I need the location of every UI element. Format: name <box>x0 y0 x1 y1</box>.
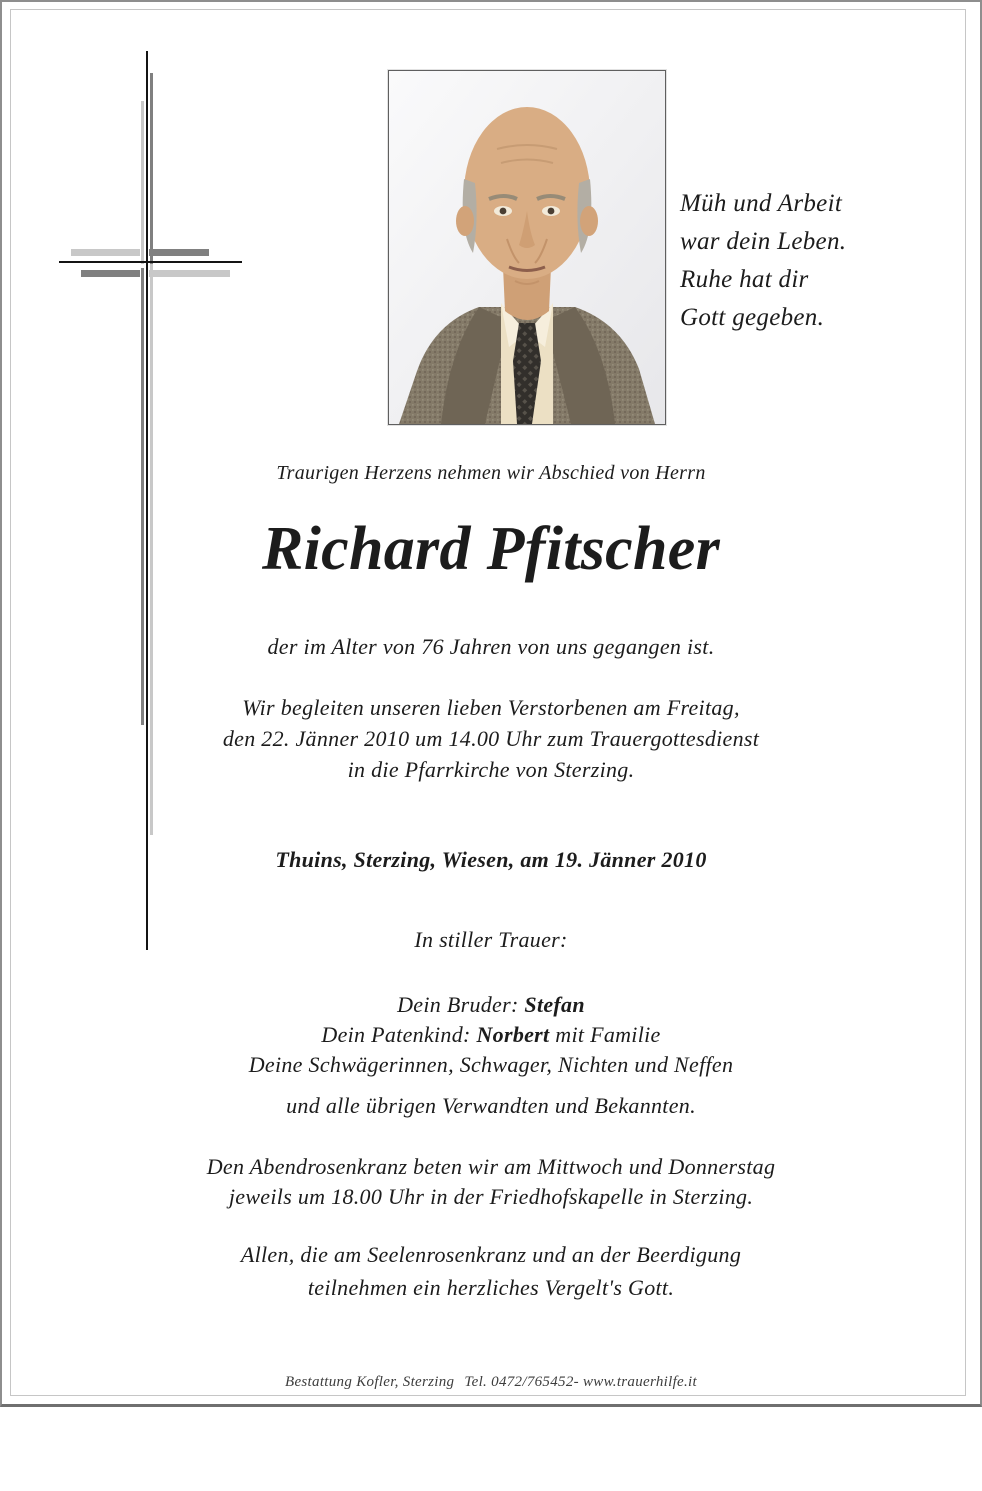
funeral-line: den 22. Jänner 2010 um 14.00 Uhr zum Trauergottesdienst <box>222 726 760 751</box>
funeral-home-name: Bestattung Kofler, Sterzing <box>285 1374 455 1390</box>
cross-bar-darkgray-top-right <box>149 249 209 256</box>
verse-line: Müh und Arbeit <box>680 190 843 217</box>
cross-bar-lightgray-bottom-right <box>149 270 230 277</box>
mourner-line-others: und alle übrigen Verwandten und Bekannten. <box>286 1093 696 1118</box>
deceased-name: Richard Pfitscher <box>261 515 721 583</box>
cross-vertical-black-line <box>146 51 148 950</box>
cross-bar-darkgray-bottom-left <box>81 270 140 277</box>
mourner-line-brother <box>2 990 980 1020</box>
cross-vertical-darkgray-top <box>150 73 153 266</box>
rosary-announcement <box>2 1152 980 1212</box>
verse-line: Ruhe hat dir <box>680 266 809 293</box>
mourner-label: Dein Bruder: <box>397 992 525 1017</box>
thanks-line: teilnehmen ein herzliches Vergelt's Gott. <box>307 1275 675 1300</box>
mourning-header: In stiller Trauer: <box>414 927 568 952</box>
rosary-line: jeweils um 18.00 Uhr in der Friedhofskapelle in Sterzing. <box>228 1184 754 1209</box>
rosary-line: Den Abendrosenkranz beten wir am Mittwoch und Donnerstag <box>206 1154 776 1179</box>
portrait-illustration <box>389 71 665 424</box>
cross-horizontal-black-line <box>59 261 242 263</box>
age-line: der im Alter von 76 Jahren von uns gegangen ist. <box>267 634 715 659</box>
mourner-label: Dein Patenkind: <box>321 1022 477 1047</box>
cross-bar-lightgray-top-left <box>71 249 140 256</box>
funeral-line: in die Pfarrkirche von Sterzing. <box>347 757 635 782</box>
thanks-line: Allen, die am Seelenrosenkranz und an der Beerdigung <box>240 1242 742 1267</box>
place-date-line: Thuins, Sterzing, Wiesen, am 19. Jänner 2010 <box>275 847 707 872</box>
funeral-home-footer <box>2 1374 980 1391</box>
mourner-line-godchild <box>2 1020 980 1050</box>
mourner-name: Norbert <box>476 1022 550 1047</box>
thanks-note <box>2 1238 980 1304</box>
mourner-suffix: mit Familie <box>549 1022 661 1047</box>
verse-line: war dein Leben. <box>680 228 847 255</box>
mourners-list <box>2 990 980 1121</box>
portrait-photo <box>388 70 666 425</box>
mourner-line-relatives: Deine Schwägerinnen, Schwager, Nichten und Neffen <box>248 1052 734 1077</box>
verse-line: Gott gegeben. <box>680 304 825 331</box>
memorial-verse <box>680 185 960 337</box>
mourner-name: Stefan <box>524 992 585 1017</box>
intro-line: Traurigen Herzens nehmen wir Abschied von Herrn <box>276 462 706 484</box>
funeral-line: Wir begleiten unseren lieben Verstorbenen am Freitag, <box>242 695 740 720</box>
funeral-home-contact: Tel. 0472/765452- www.trauerhilfe.it <box>464 1374 697 1390</box>
funeral-announcement <box>2 692 980 785</box>
cross-vertical-lightgray-top <box>141 101 144 264</box>
